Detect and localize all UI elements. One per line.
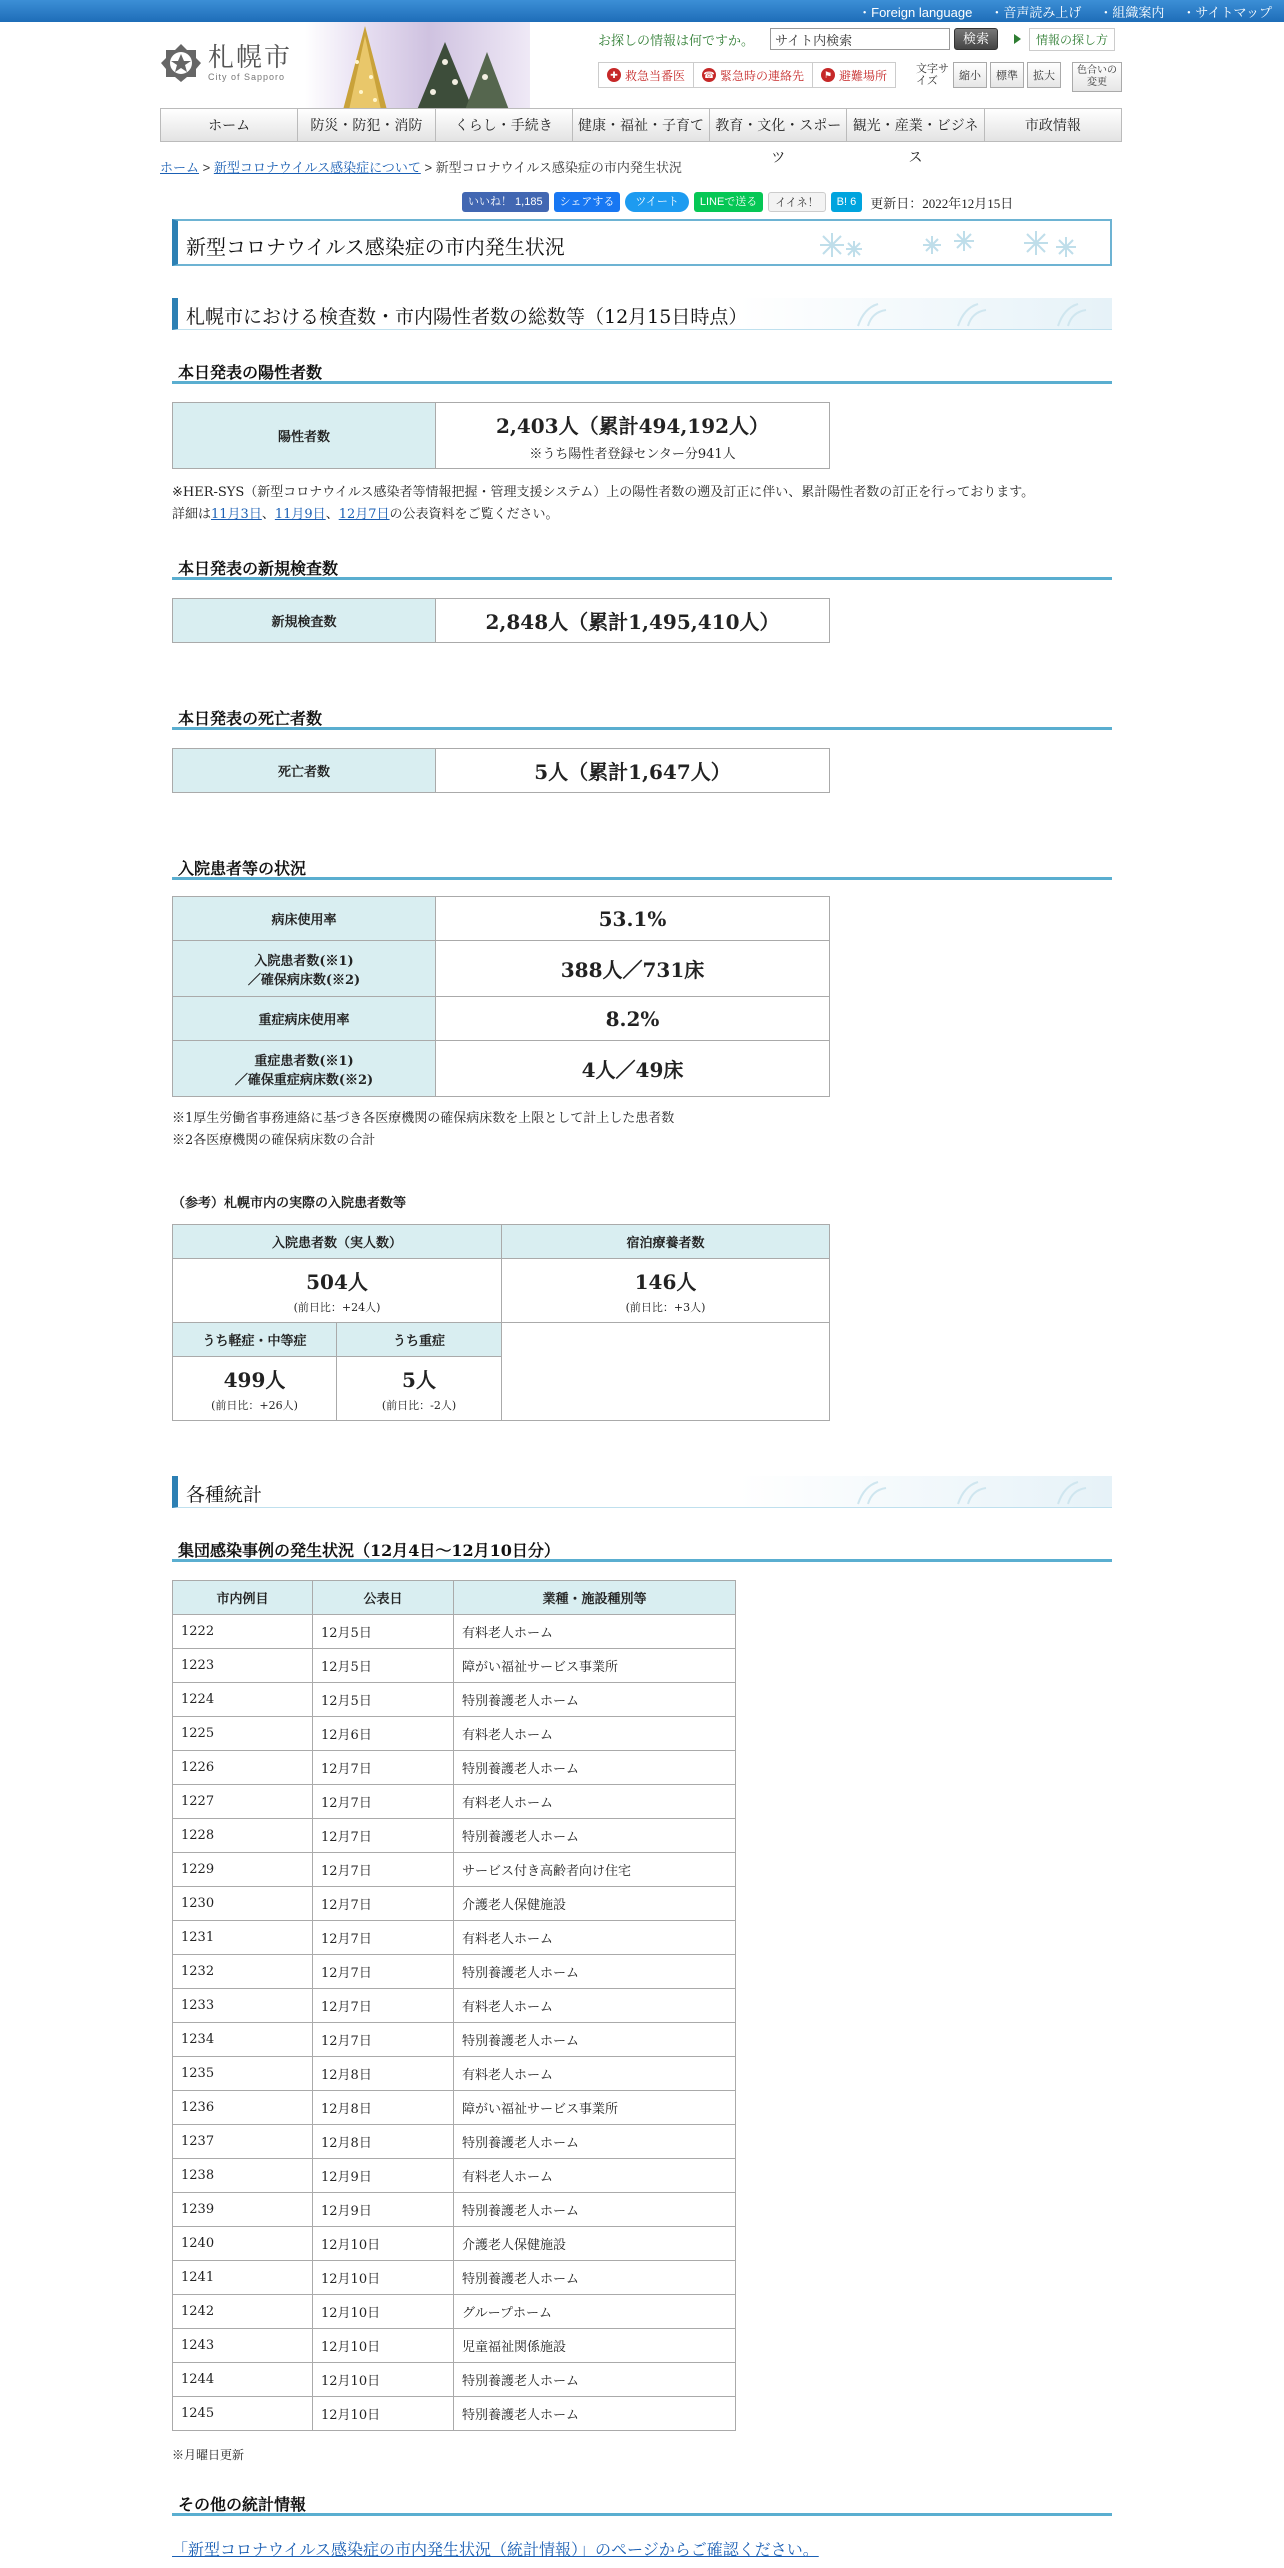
- facility-type-cell: 特別養護老人ホーム: [454, 1751, 736, 1785]
- published-date-cell: 12月10日: [313, 2261, 454, 2295]
- cluster-table: [172, 1580, 736, 2431]
- positive-value: 2,403人（累計494,192人） ※うち陽性者登録センター分941人: [436, 403, 830, 469]
- nav-city-info[interactable]: 市政情報: [1024, 117, 1081, 133]
- table-row: [173, 2397, 736, 2431]
- case-number-cell: 1236: [173, 2091, 313, 2125]
- nav-education[interactable]: 教育・文化・スポーツ: [710, 109, 847, 141]
- published-date-cell: 12月10日: [313, 2363, 454, 2397]
- published-date-cell: 12月7日: [313, 2023, 454, 2057]
- tests-value: 2,848人（累計1,495,410人）: [436, 599, 830, 643]
- reference-table: [172, 1224, 830, 1421]
- severe-bed-usage-label: 重症病床使用率: [173, 997, 436, 1041]
- facebook-like-button[interactable]: いいね！ 1,185: [462, 192, 549, 212]
- table-row: [173, 2329, 736, 2363]
- hospital-heading: 入院患者等の状況: [172, 856, 1112, 880]
- mixi-like-button[interactable]: イイネ！: [768, 192, 825, 212]
- shelter-link[interactable]: ⚑ 避難場所: [813, 63, 895, 87]
- section-heading-totals: 札幌市における検査数・市内陽性者数の総数等（12月15日時点）: [172, 298, 1112, 330]
- hatena-bookmark-button[interactable]: B! 6: [831, 192, 863, 212]
- table-row: [173, 1955, 736, 1989]
- inpatients-actual-label: 入院患者数（実人数）: [173, 1225, 502, 1259]
- facility-type-cell: 介護老人保健施設: [454, 2227, 736, 2261]
- facebook-share-button[interactable]: シェアする: [554, 192, 621, 212]
- detail-link-nov9[interactable]: 11月9日: [274, 507, 326, 522]
- case-number-cell: 1228: [173, 1819, 313, 1853]
- detail-link-nov3[interactable]: 11月3日: [211, 507, 262, 522]
- font-small-button[interactable]: 縮小: [953, 62, 987, 88]
- case-number-cell: 1229: [173, 1853, 313, 1887]
- published-date-cell: 12月7日: [313, 1887, 454, 1921]
- phone-icon: ☎: [703, 70, 715, 80]
- table-row: [173, 1615, 736, 1649]
- facility-type-cell: 特別養護老人ホーム: [454, 2125, 736, 2159]
- case-number-cell: 1239: [173, 2193, 313, 2227]
- published-date-cell: 12月8日: [313, 2091, 454, 2125]
- table-row: [173, 1717, 736, 1751]
- detail-links: 詳細は11月3日、11月9日、12月7日の公表資料をご覧ください。: [172, 507, 559, 522]
- nav-disaster[interactable]: 防災・防犯・消防: [298, 109, 435, 141]
- inpatients-beds-label: 入院患者数(※1) ／確保病床数(※2): [173, 941, 436, 997]
- tests-label: 新規検査数: [173, 599, 436, 643]
- severe-bed-usage-value: 8.2%: [436, 997, 830, 1041]
- table-row: [173, 2159, 736, 2193]
- cluster-note: ※月曜日更新: [172, 2448, 245, 2462]
- severe-label: うち重症: [337, 1323, 502, 1357]
- published-date-cell: 12月10日: [313, 2227, 454, 2261]
- deaths-value: 5人（累計1,647人）: [436, 749, 830, 793]
- hospital-table: [172, 896, 830, 1097]
- published-date-cell: 12月10日: [313, 2329, 454, 2363]
- empty-cell: [502, 1323, 830, 1421]
- deaths-table: [172, 748, 830, 793]
- table-row: [173, 1649, 736, 1683]
- facility-type-cell: 介護老人保健施設: [454, 1887, 736, 1921]
- emergency-contact-link[interactable]: ☎ 緊急時の連絡先: [694, 63, 813, 87]
- published-date-cell: 12月5日: [313, 1649, 454, 1683]
- published-date-cell: 12月8日: [313, 2125, 454, 2159]
- published-date-cell: 12月10日: [313, 2295, 454, 2329]
- site-header: [0, 22, 1284, 110]
- case-number-cell: 1243: [173, 2329, 313, 2363]
- sitemap-link[interactable]: ・ サイトマップ: [1182, 2, 1272, 21]
- facility-type-cell: 有料老人ホーム: [454, 1921, 736, 1955]
- published-date-cell: 12月7日: [313, 1989, 454, 2023]
- published-date-cell: 12月5日: [313, 1683, 454, 1717]
- case-number-cell: 1227: [173, 1785, 313, 1819]
- table-row: [173, 2091, 736, 2125]
- facility-type-cell: 有料老人ホーム: [454, 1785, 736, 1819]
- severe-patients-beds-label: 重症患者数(※1) ／確保重症病床数(※2): [173, 1041, 436, 1097]
- bed-usage-label: 病床使用率: [173, 897, 436, 941]
- table-row: [173, 2023, 736, 2057]
- medical-icon: ✚: [607, 68, 621, 82]
- mild-moderate-cell: 499人 (前日比：+26人): [173, 1357, 337, 1421]
- deaths-label: 死亡者数: [173, 749, 436, 793]
- published-date-cell: 12月6日: [313, 1717, 454, 1751]
- table-row: [173, 2227, 736, 2261]
- breadcrumb-current: 新型コロナウイルス感染症の市内発生状況: [435, 160, 682, 175]
- case-number-cell: 1240: [173, 2227, 313, 2261]
- positive-table: [172, 402, 830, 469]
- social-share-bar: [462, 192, 1013, 212]
- header-christmas-tree-image: [305, 22, 530, 110]
- published-date-cell: 12月7日: [313, 1853, 454, 1887]
- nav-tourism[interactable]: 観光・産業・ビジネス: [847, 109, 984, 141]
- table-row: [173, 1785, 736, 1819]
- nav-home[interactable]: ホーム: [161, 109, 298, 141]
- utility-bar: [0, 0, 1284, 22]
- logo-name: 札幌市: [208, 43, 293, 73]
- published-date-cell: 12月9日: [313, 2193, 454, 2227]
- facility-type-cell: 有料老人ホーム: [454, 1615, 736, 1649]
- bed-usage-value: 53.1%: [436, 897, 830, 941]
- published-date-cell: 12月10日: [313, 2397, 454, 2431]
- case-number-cell: 1224: [173, 1683, 313, 1717]
- facility-type-cell: 有料老人ホーム: [454, 1989, 736, 2023]
- font-size-label: 文字サイズ: [916, 63, 949, 87]
- deaths-heading: 本日発表の死亡者数: [172, 706, 1112, 730]
- table-row: [173, 2295, 736, 2329]
- facility-type-cell: 特別養護老人ホーム: [454, 2397, 736, 2431]
- col-case-number: 市内例目: [173, 1581, 313, 1615]
- facility-type-cell: 特別養護老人ホーム: [454, 1683, 736, 1717]
- section-heading-statistics: 各種統計: [172, 1476, 1112, 1508]
- site-search-input[interactable]: [770, 28, 950, 50]
- table-row: [173, 1751, 736, 1785]
- case-number-cell: 1245: [173, 2397, 313, 2431]
- published-date-cell: 12月9日: [313, 2159, 454, 2193]
- line-share-button[interactable]: LINEで送る: [694, 192, 763, 212]
- arrow-right-icon: [1014, 34, 1021, 44]
- table-row: [173, 1921, 736, 1955]
- facility-type-cell: 特別養護老人ホーム: [454, 2363, 736, 2397]
- nav-living[interactable]: くらし・手続き: [436, 109, 573, 141]
- search-button[interactable]: 検索: [954, 28, 998, 50]
- other-stats-heading: その他の統計情報: [172, 2492, 1112, 2516]
- page-title: 新型コロナウイルス感染症の市内発生状況: [172, 219, 1112, 266]
- table-row: [173, 2057, 736, 2091]
- published-date-cell: 12月7日: [313, 1955, 454, 1989]
- font-large-button[interactable]: 拡大: [1027, 62, 1061, 88]
- facility-type-cell: サービス付き高齢者向け住宅: [454, 1853, 736, 1887]
- site-logo[interactable]: [160, 42, 292, 84]
- updated-date: 更新日：2022年12月15日: [870, 195, 1014, 211]
- positive-sub-note: ※うち陽性者登録センター分941人: [529, 446, 736, 462]
- published-date-cell: 12月7日: [313, 1921, 454, 1955]
- published-date-cell: 12月5日: [313, 1615, 454, 1649]
- inpatients-beds-value: 388人／731床: [436, 941, 830, 997]
- col-facility-type: 業種・施設種別等: [454, 1581, 736, 1615]
- font-size-controls: [916, 62, 1061, 88]
- case-number-cell: 1222: [173, 1615, 313, 1649]
- table-row: [173, 1683, 736, 1717]
- facility-type-cell: グループホーム: [454, 2295, 736, 2329]
- positive-heading: 本日発表の陽性者数: [172, 360, 1112, 384]
- facility-type-cell: 障がい福祉サービス事業所: [454, 1649, 736, 1683]
- case-number-cell: 1234: [173, 2023, 313, 2057]
- severe-patients-beds-value: 4人／49床: [436, 1041, 830, 1097]
- facility-type-cell: 有料老人ホーム: [454, 2159, 736, 2193]
- facility-type-cell: 特別養護老人ホーム: [454, 2193, 736, 2227]
- facility-type-cell: 有料老人ホーム: [454, 1717, 736, 1751]
- hotel-care-cell: 146人 (前日比：+3人): [502, 1259, 830, 1323]
- cluster-heading: 集団感染事例の発生状況（12月4日～12月10日分）: [172, 1538, 1112, 1562]
- sapporo-emblem-icon: [160, 42, 202, 84]
- case-number-cell: 1233: [173, 1989, 313, 2023]
- table-row: [173, 2261, 736, 2295]
- case-number-cell: 1223: [173, 1649, 313, 1683]
- case-number-cell: 1244: [173, 2363, 313, 2397]
- voice-reading-link[interactable]: ・ 音声読み上げ: [990, 2, 1081, 21]
- nav-health[interactable]: 健康・福祉・子育て: [573, 109, 710, 141]
- leaf-decoration-icon: [838, 300, 1108, 328]
- snowflake-decoration-icon: [804, 225, 1104, 263]
- facility-type-cell: 児童福祉関係施設: [454, 2329, 736, 2363]
- case-number-cell: 1237: [173, 2125, 313, 2159]
- case-number-cell: 1230: [173, 1887, 313, 1921]
- table-row: [173, 2193, 736, 2227]
- hersys-note: ※HER-SYS（新型コロナウイルス感染者等情報把握・管理支援システム）上の陽性者数の遡及訂正に伴い、累計陽性者数の訂正を行っております。 詳細は11月3日、11月9日、12月7日の公表資料をご覧ください。: [172, 482, 1034, 526]
- leaf-decoration-icon: [838, 1478, 1108, 1506]
- facility-type-cell: 有料老人ホーム: [454, 2057, 736, 2091]
- cluster-table-body: [173, 1615, 736, 2431]
- breadcrumb-home-link[interactable]: ホーム: [160, 160, 200, 175]
- color-change-button[interactable]: 色合いの変更: [1072, 62, 1122, 92]
- find-info-link[interactable]: 情報の探し方: [1014, 28, 1115, 50]
- statistics-page-link[interactable]: 「新型コロナウイルス感染症の市内発生状況（統計情報）」のページからご確認ください。: [172, 2540, 819, 2559]
- breadcrumb-parent-link[interactable]: 新型コロナウイルス感染症について: [213, 160, 421, 175]
- case-number-cell: 1238: [173, 2159, 313, 2193]
- published-date-cell: 12月8日: [313, 2057, 454, 2091]
- font-normal-button[interactable]: 標準: [990, 62, 1024, 88]
- facility-type-cell: 特別養護老人ホーム: [454, 2261, 736, 2295]
- organization-link[interactable]: ・ 組織案内: [1099, 2, 1164, 21]
- global-nav: [160, 108, 1122, 165]
- case-number-cell: 1225: [173, 1717, 313, 1751]
- table-row: [173, 2125, 736, 2159]
- hotel-care-label: 宿泊療養者数: [502, 1225, 830, 1259]
- severe-cell: 5人 (前日比：-2人): [337, 1357, 502, 1421]
- case-number-cell: 1242: [173, 2295, 313, 2329]
- mild-moderate-label: うち軽症・中等症: [173, 1323, 337, 1357]
- hospital-notes: ※1厚生労働省事務連絡に基づき各医療機関の確保病床数を上限として計上した患者数 ※2各医療機関の確保病床数の合計: [172, 1111, 675, 1148]
- published-date-cell: 12月7日: [313, 1751, 454, 1785]
- facility-type-cell: 特別養護老人ホーム: [454, 2023, 736, 2057]
- table-row: [173, 1887, 736, 1921]
- case-number-cell: 1241: [173, 2261, 313, 2295]
- reference-title: （参考）札幌市内の実際の入院患者数等: [172, 1196, 407, 1211]
- facility-type-cell: 特別養護老人ホーム: [454, 1955, 736, 1989]
- case-number-cell: 1226: [173, 1751, 313, 1785]
- tests-heading: 本日発表の新規検査数: [172, 556, 1112, 580]
- col-published-date: 公表日: [313, 1581, 454, 1615]
- detail-link-dec7[interactable]: 12月7日: [338, 507, 390, 522]
- facility-type-cell: 特別養護老人ホーム: [454, 1819, 736, 1853]
- table-row: [173, 1989, 736, 2023]
- tweet-button[interactable]: ツイート: [625, 192, 688, 212]
- inpatients-actual-cell: 504人 (前日比：+24人): [173, 1259, 502, 1323]
- tests-table: [172, 598, 830, 643]
- table-row: [173, 1819, 736, 1853]
- shelter-icon: ⚑: [821, 68, 835, 82]
- case-number-cell: 1231: [173, 1921, 313, 1955]
- case-number-cell: 1235: [173, 2057, 313, 2091]
- emergency-doctor-link[interactable]: ✚ 救急当番医: [599, 63, 694, 87]
- table-row: [173, 2363, 736, 2397]
- logo-subtitle: City of Sapporo: [208, 72, 286, 82]
- positive-label: 陽性者数: [173, 403, 436, 469]
- table-row: [173, 1853, 736, 1887]
- search-prompt: お探しの情報は何ですか。: [598, 33, 755, 48]
- breadcrumb: ホーム > 新型コロナウイルス感染症について > 新型コロナウイルス感染症の市内発生状況: [160, 160, 682, 175]
- foreign-language-link[interactable]: ・ Foreign language: [858, 2, 972, 21]
- published-date-cell: 12月7日: [313, 1819, 454, 1853]
- facility-type-cell: 障がい福祉サービス事業所: [454, 2091, 736, 2125]
- case-number-cell: 1232: [173, 1955, 313, 1989]
- emergency-links: [598, 62, 896, 88]
- published-date-cell: 12月7日: [313, 1785, 454, 1819]
